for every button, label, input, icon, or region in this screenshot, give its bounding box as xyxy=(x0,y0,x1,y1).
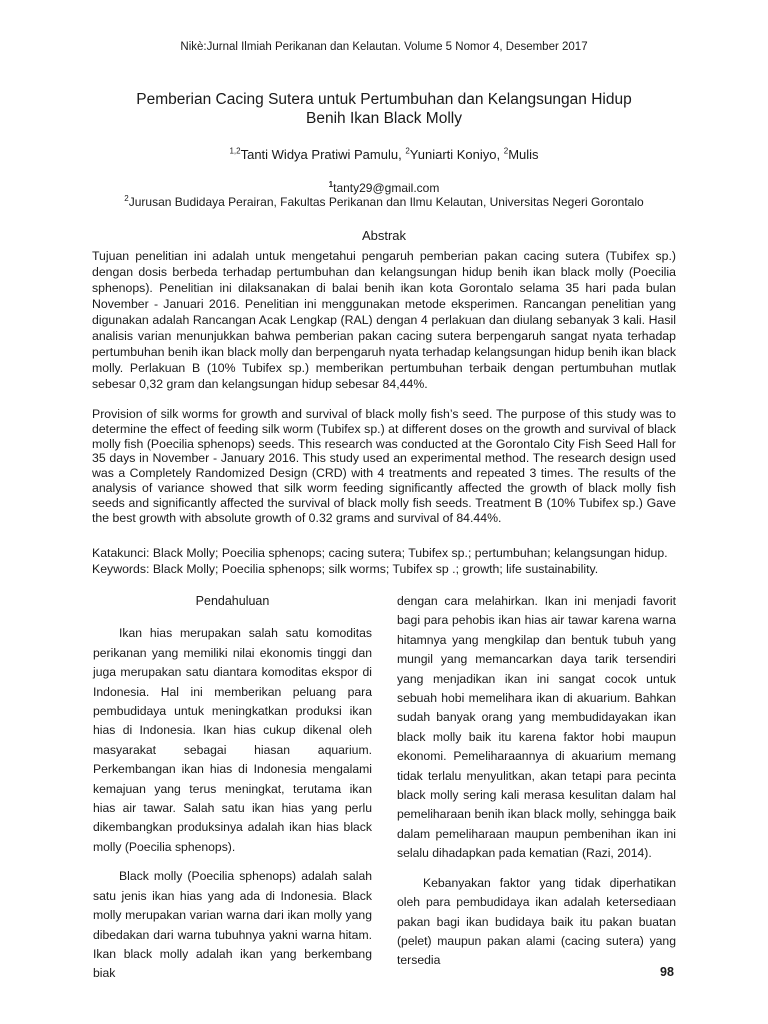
author-list xyxy=(0,147,768,162)
title-line-1: Pemberian Cacing Sutera untuk Pertumbuhan dan Kelangsungan Hidup xyxy=(136,91,632,108)
abstract-english: Provision of silk worms for growth and survival of black molly fish’s seed. The purpose of this study was to determine the effect of feeding silk worm (Tubifex sp.) at different doses on the growth and survival of black molly fish (Poecilia sphenops) seeds. This research was conducted at the Gorontalo City Fish Seed Hall for 35 days in November - January 2016. This study used an experimental method. The research design used was a Completely Randomized Design (CRD) with 4 treatments and repeated 3 times. The results of the analysis of variance showed that silk worm feeding significantly affected the growth of black molly fish seeds and significantly affected the survival of black molly fish seeds. Treatment B (10% Tubifex sp.) Gave the best growth with absolute growth of 0.32 grams and survival of 84.44%. xyxy=(92,407,676,525)
title-line-2: Benih Ikan Black Molly xyxy=(306,110,462,127)
body-paragraph: Ikan hias merupakan salah satu komoditas perikanan yang memiliki nilai ekonomis tinggi dan juga merupakan satu diantara komoditas ekspor di Indonesia. Hal ini memberikan peluang para pembudidaya untuk meningkatkan produksi ikan hias di Indonesia. Ikan hias cukup dikenal oleh masyarakat sebagai hiasan aquarium. Perkembangan ikan hias di Indonesia mengalami kemajuan yang terus meningkat, terutama ikan hias air tawar. Salah satu ikan hias yang perlu dikembangkan produksinya adalah ikan hias black molly (Poecilia sphenops). xyxy=(93,626,372,854)
body-paragraph: dengan cara melahirkan. Ikan ini menjadi favorit bagi para pehobis ikan hias air tawar karena warna hitamnya yang mengkilap dan bentuk tubuh yang mungil yang memancarkan daya tarik tersendiri yang menjadikan ikan ini sangat cocok untuk sebuah hobi memelihara ikan di akuarium. Bahkan sudah banyak orang yang membudidayakan ikan black molly baik itu karena faktor hobi maupun ekonomi. Pemeliharaannya di akuarium memang tidak terlalu menyulitkan, akan tetapi para pecinta black molly sering kali merasa kesulitan dalam hal pemeliharaan benih ikan black molly, sehingga baik dalam pemeliharaan maupun pembenihan ikan ini selalu dihadapkan pada kematian (Razi, 2014). xyxy=(397,594,676,861)
keywords-english: Keywords: Black Molly; Poecilia sphenops; silk worms; Tubifex sp .; growth; life sustainability. xyxy=(92,562,599,576)
body-column-right xyxy=(397,592,676,981)
author-2: $^2$Yuniarti Koniyo, xyxy=(405,146,504,162)
affiliation: $^2$Jurusan Budidaya Perairan, Fakultas Perikanan dan Ilmu Kelautan, Universitas Negeri Gorontalo xyxy=(124,194,644,209)
author-1: $^{1,2}$Tanti Widya Pratiwi Pamulu, xyxy=(229,146,406,162)
author-email: $^1$tanty29@gmail.com xyxy=(328,180,440,195)
abstract-indonesian: Tujuan penelitian ini adalah untuk mengetahui pengaruh pemberian pakan cacing sutera (Tubifex sp.) dengan dosis berbeda terhadap pertumbuhan dan kelangsungan hidup benih ikan black molly (Poecilia sphenops). Penelitian ini dilaksanakan di balai benih ikan kota Gorontalo selama 35 hari pada bulan November - Januari 2016. Penelitian ini menggunakan metode eksperimen. Rancangan penelitian yang digunakan adalah Rancangan Acak Lengkap (RAL) dengan 4 perlakuan dan diulang sebanyak 3 kali. Hasil analisis varian menunjukkan bahwa pemberian pakan cacing sutera berpengaruh sangat nyata terhadap pertumbuhan benih ikan black molly dan berpengaruh nyata terhadap kelangsungan hidup benih ikan black molly. Perlakuan B (10% Tubifex sp.) memberikan pertumbuhan terbaik dengan pertumbuhan mutlak sebesar 0,32 gram dan kelangsungan hidup sebesar 84,44%. xyxy=(92,249,676,391)
body-column-left xyxy=(93,592,372,994)
author-3: $^2$Mulis xyxy=(503,146,539,162)
article-title xyxy=(0,90,768,128)
keywords-block xyxy=(92,545,676,577)
journal-header: Nikè:Jurnal Ilmiah Perikanan dan Kelautan. Volume 5 Nomor 4, Desember 2017 xyxy=(180,41,588,53)
body-paragraph: Kebanyakan faktor yang tidak diperhatikan oleh para pembudidaya ikan adalah ketersediaan pakan bagi ikan budidaya baik itu pakan buatan (pelet) maupun pakan alami (cacing sutera) yang tersedia xyxy=(397,875,676,968)
body-paragraph: Black molly (Poecilia sphenops) adalah salah satu jenis ikan hias yang ada di Indonesia. Black molly merupakan varian warna dari ikan molly yang dibedakan dari warna tubuhnya yakni warna hitam. Ikan black molly adalah ikan yang berkembang biak xyxy=(93,869,372,981)
abstract-heading: Abstrak xyxy=(361,228,407,243)
section-heading-pendahuluan: Pendahuluan xyxy=(195,594,270,608)
page-number: 98 xyxy=(660,965,674,979)
keywords-indonesian: Katakunci: Black Molly; Poecilia sphenops; cacing sutera; Tubifex sp.; pertumbuhan; kelangsungan hidup. xyxy=(92,546,668,560)
